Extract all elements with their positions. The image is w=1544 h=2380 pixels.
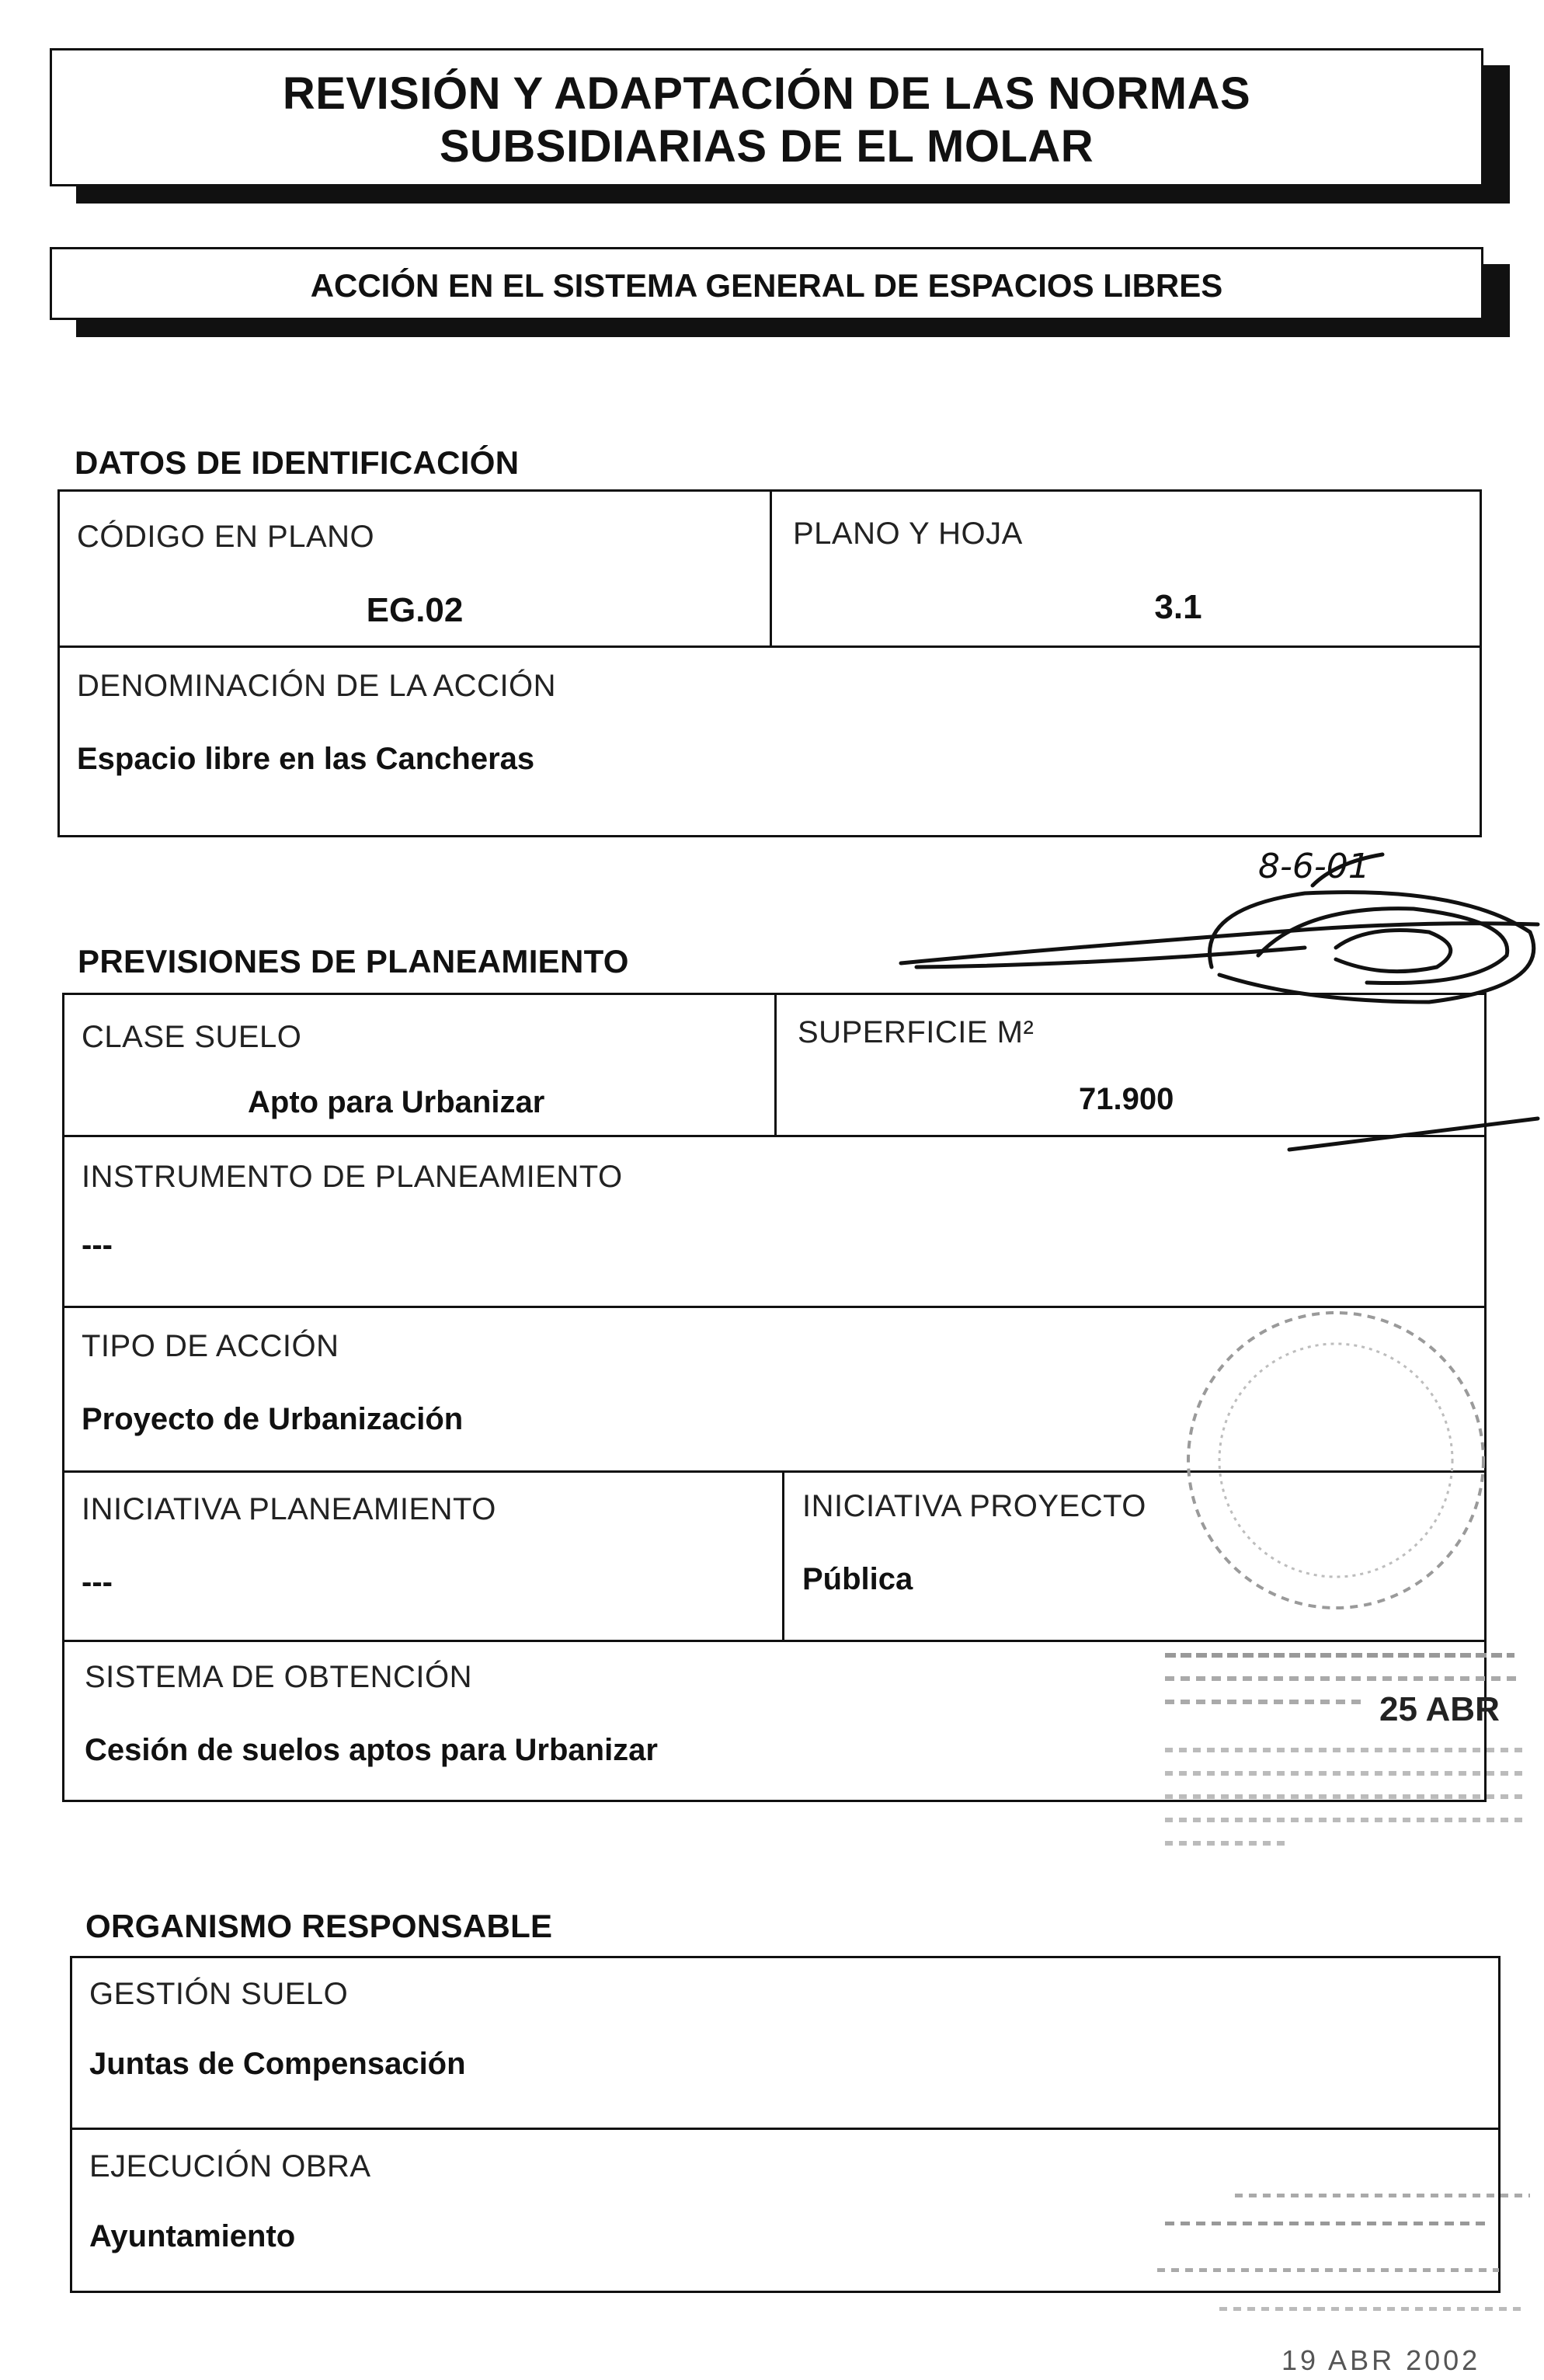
instrumento-label: INSTRUMENTO DE PLANEAMIENTO — [82, 1160, 623, 1194]
denominacion-value: Espacio libre en las Cancheras — [77, 742, 535, 776]
tipo-label: TIPO DE ACCIÓN — [82, 1329, 339, 1363]
iniciativa-planeamiento-value: --- — [82, 1565, 113, 1599]
title-line-1: REVISIÓN Y ADAPTACIÓN DE LAS NORMAS — [282, 68, 1251, 119]
gestion-label: GESTIÓN SUELO — [89, 1977, 349, 2011]
divider — [774, 995, 777, 1135]
instrumento-value: --- — [82, 1228, 113, 1262]
subtitle: ACCIÓN EN EL SISTEMA GENERAL DE ESPACIOS LIBRES — [310, 267, 1223, 304]
document-subtitle-box — [50, 247, 1483, 320]
tipo-value: Proyecto de Urbanización — [82, 1402, 464, 1436]
clase-value: Apto para Urbanizar — [248, 1085, 545, 1119]
divider — [60, 645, 1480, 648]
secondary-stamp-text — [1157, 2183, 1530, 2338]
gestion-value: Juntas de Compensación — [89, 2047, 466, 2081]
codigo-value: EG.02 — [366, 591, 464, 629]
official-seal-stamp — [1165, 1289, 1507, 1631]
ejecucion-label: EJECUCIÓN OBRA — [89, 2149, 371, 2183]
divider — [64, 1640, 1484, 1642]
section-title-planeamiento: PREVISIONES DE PLANEAMIENTO — [78, 943, 629, 979]
handwritten-date: 8-6-01 — [1258, 847, 1370, 886]
signature-scribble — [870, 831, 1544, 1157]
superficie-label: SUPERFICIE M² — [798, 1015, 1035, 1049]
codigo-label: CÓDIGO EN PLANO — [77, 520, 375, 554]
plano-value: 3.1 — [1154, 588, 1202, 626]
divider — [782, 1470, 784, 1640]
document-title-box — [50, 48, 1483, 186]
superficie-value: 71.900 — [1079, 1082, 1174, 1116]
clase-label: CLASE SUELO — [82, 1020, 302, 1054]
footer-date: 19 ABR 2002 — [1281, 2344, 1481, 2376]
section-title-identificacion: DATOS DE IDENTIFICACIÓN — [75, 444, 520, 481]
divider — [770, 492, 772, 645]
approval-stamp-text — [1165, 1647, 1530, 1880]
title-line-2: SUBSIDIARIAS DE EL MOLAR — [439, 121, 1094, 172]
sistema-label: SISTEMA DE OBTENCIÓN — [85, 1660, 472, 1694]
iniciativa-proyecto-value: Pública — [802, 1562, 913, 1596]
iniciativa-planeamiento-label: INICIATIVA PLANEAMIENTO — [82, 1492, 496, 1526]
identificacion-table — [57, 489, 1482, 837]
divider — [72, 2128, 1498, 2130]
iniciativa-proyecto-label: INICIATIVA PROYECTO — [802, 1489, 1146, 1523]
plano-label: PLANO Y HOJA — [793, 517, 1023, 551]
section-title-organismo: ORGANISMO RESPONSABLE — [85, 1908, 553, 1944]
stamp-date: 25 ABR — [1379, 1690, 1500, 1728]
denominacion-label: DENOMINACIÓN DE LA ACCIÓN — [77, 669, 557, 703]
sistema-value: Cesión de suelos aptos para Urbanizar — [85, 1733, 658, 1767]
ejecucion-value: Ayuntamiento — [89, 2219, 296, 2253]
